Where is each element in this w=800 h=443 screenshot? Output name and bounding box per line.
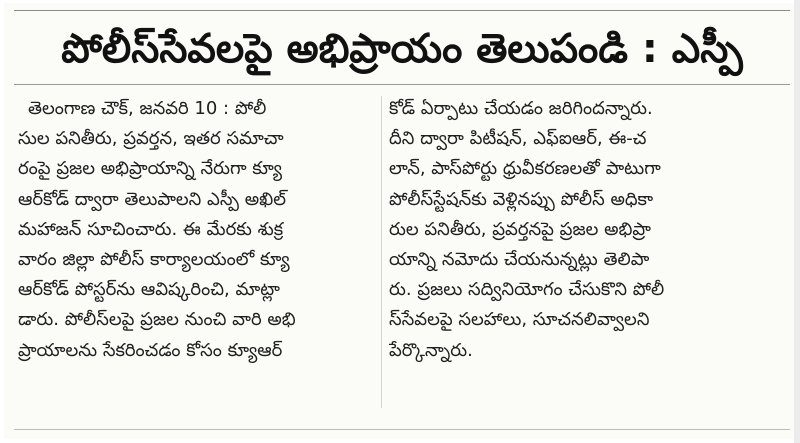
page-edge — [794, 0, 800, 443]
text-line: దీని ద్వారా పిటీషన్‌, ఎఫ్‌ఐఆర్‌, ఈ-చ — [389, 128, 647, 150]
text-line: స్‌సేవలపై సలహాలు, సూచనలివ్వాలని — [389, 309, 650, 331]
article-column-right — [389, 94, 744, 366]
column-divider — [381, 96, 382, 408]
text-line: రు. ప్రజలు సద్వినియోగం చేసుకొని పోలీ — [389, 279, 665, 301]
article-column-left — [18, 94, 373, 366]
text-line: ప్రాయాలను సేకరించడం కోసం క్యూఆర్‌ — [18, 339, 283, 361]
text-line: రుల పనితీరు, ప్రవర్తనపై ప్రజల అభిప్రా — [389, 218, 651, 240]
text-line: పేర్కొన్నారు. — [389, 339, 473, 361]
bottom-rule — [14, 429, 790, 430]
text-line: పోలీస్‌స్టేషన్‌కు వెళ్లినప్పు పోలీస్‌ అధికా — [389, 188, 654, 210]
text-line: కోడ్‌ ఏర్పాటు చేయడం జరిగిందన్నారు. — [389, 98, 653, 119]
text-line: రంపై ప్రజల అభిప్రాయాన్ని నేరుగా క్యూ — [18, 158, 282, 180]
text-line: యాన్ని నమోదు చేయనున్నట్లు తెలిపా — [389, 248, 650, 270]
top-rule — [14, 10, 790, 11]
text-line: ఆర్‌కోడ్‌ ద్వారా తెలుపాలని ఎస్పీ అఖిల్‌ — [18, 188, 286, 210]
text-line: ఆర్‌కోడ్‌ పోస్టర్‌ను ఆవిష్కరించి, మాట్లా — [18, 279, 280, 301]
text-line: డారు. పోలీస్‌లపై ప్రజల నుంచి వారి అభి — [18, 309, 296, 331]
headline-rule — [14, 84, 790, 85]
article-headline: పోలీస్‌సేవలపై అభిప్రాయం తెలుపండి : ఎస్పీ — [61, 26, 743, 72]
text-line: తెలంగాణ చౌక్‌, జనవరి 10 : పోలీ — [28, 98, 267, 119]
text-line: లాన్‌, పాస్‌పోర్టు ధ్రువీకరణలతో పాటుగా — [389, 158, 661, 180]
text-line: మహాజన్‌ సూచించారు. ఈ మేరకు శుక్ర — [18, 218, 284, 240]
text-line: సుల పనితీరు, ప్రవర్తన, ఇతర సమాచా — [18, 128, 284, 150]
text-line: వారం జిల్లా పోలీస్‌ కార్యాలయంలో క్యూ — [18, 248, 290, 270]
